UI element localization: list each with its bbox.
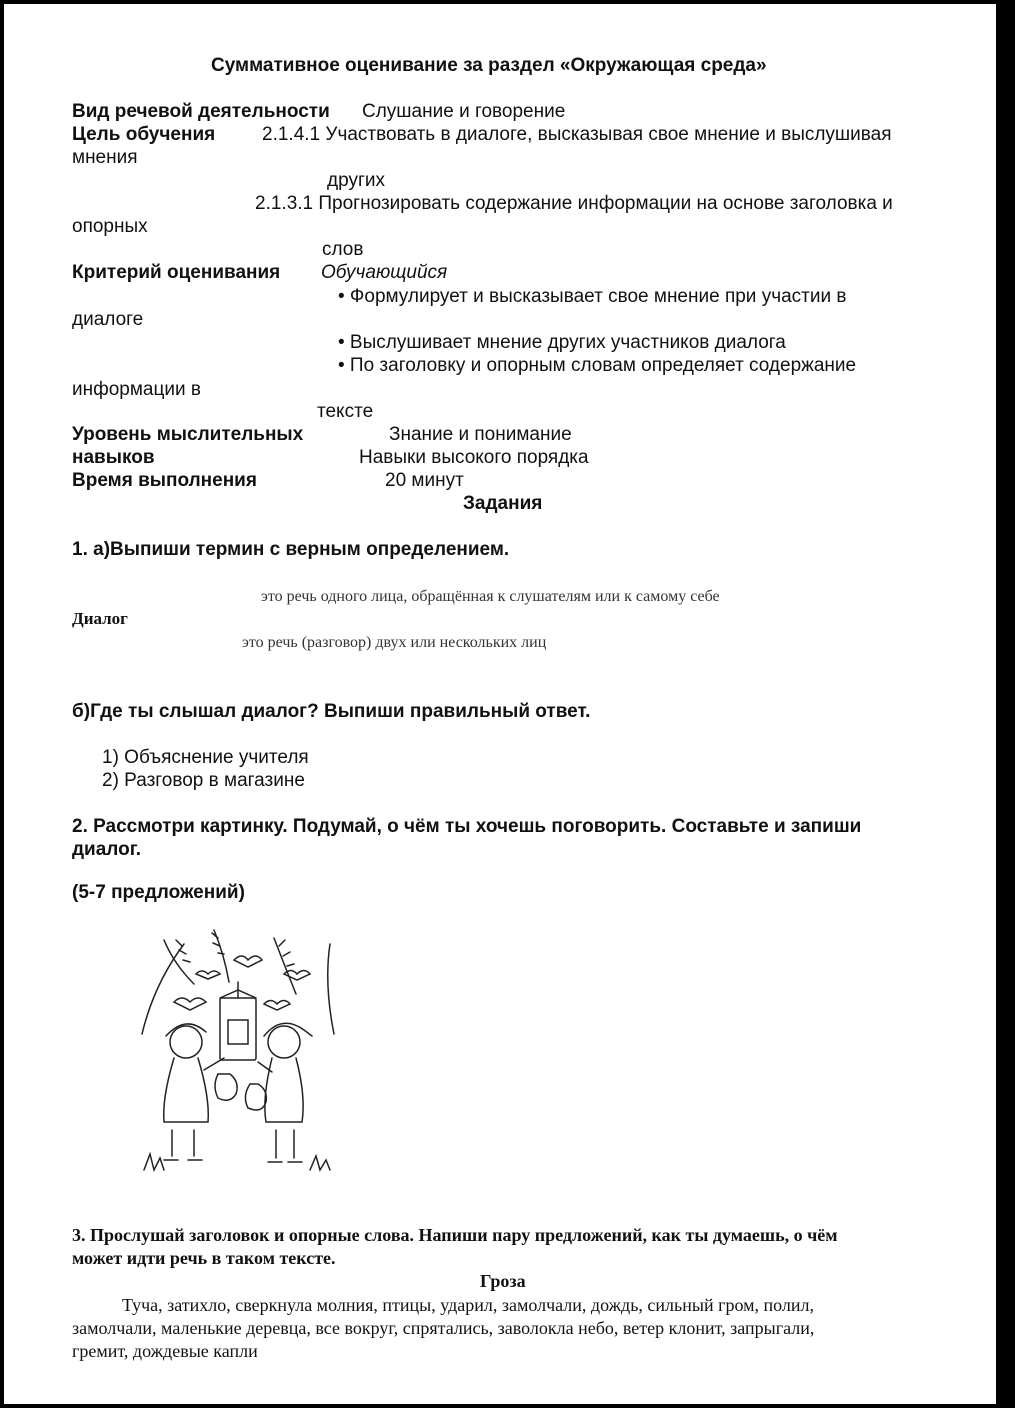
criteria3-line2: информации в (72, 379, 201, 400)
task3-words-line2: замолчали, маленькие деревца, все вокруг, спрятались, заволокла небо, ветер клонит, запрыгали, (72, 1318, 815, 1338)
time-value: 20 минут (385, 470, 464, 491)
document-sheet (4, 4, 996, 1404)
level-value-1: Знание и понимание (389, 424, 572, 445)
criteria-label: Критерий оценивания (72, 262, 281, 283)
task1a-title: 1. а)Выпиши термин с верным определением. (72, 539, 510, 560)
task2-note: (5-7 предложений) (72, 882, 245, 903)
level-value-2: Навыки высокого порядка (359, 447, 589, 468)
goal2-line2: опорных (72, 216, 148, 237)
task3-line2: может идти речь в таком тексте. (72, 1248, 336, 1268)
activity-label: Вид речевой деятельности (72, 101, 330, 122)
goal1-line1: 2.1.4.1 Участвовать в диалоге, высказывая свое мнение и выслушивая (262, 124, 892, 145)
document-title: Суммативное оценивание за раздел «Окружающая среда» (211, 55, 767, 76)
task3-words-line1: Туча, затихло, сверкнула молния, птицы, ударил, замолчали, дождь, сильный гром, полил, (122, 1295, 815, 1315)
activity-value: Слушание и говорение (362, 101, 566, 122)
criteria2: • Выслушивает мнение других участников диалога (338, 332, 786, 353)
definition-1: это речь одного лица, обращённая к слушателям или к самому себе (261, 588, 720, 605)
option-1: 1) Объяснение учителя (102, 747, 309, 768)
definition-2: это речь (разговор) двух или нескольких лиц (242, 634, 547, 651)
criteria3-line3: тексте (317, 401, 374, 422)
time-label: Время выполнения (72, 470, 257, 491)
task3-heading: Гроза (480, 1271, 526, 1291)
goal-label: Цель обучения (72, 124, 216, 145)
criteria3-line1: • По заголовку и опорным словам определяет содержание (338, 355, 857, 376)
task2-line1: 2. Рассмотри картинку. Подумай, о чём ты хочешь поговорить. Составьте и запиши (72, 816, 862, 837)
goal1-line2: мнения (72, 147, 138, 168)
level-label-2: навыков (72, 447, 155, 468)
task3-line1: 3. Прослушай заголовок и опорные слова. Напиши пару предложений, как ты думаешь, о чём (72, 1225, 838, 1245)
task3-words-line3: гремит, дождевые капли (72, 1341, 258, 1361)
criteria1-line2: диалоге (72, 309, 144, 330)
task2-line2: диалог. (72, 839, 142, 860)
children-birdhouse-illustration (134, 924, 344, 1176)
tasks-heading: Задания (463, 493, 543, 514)
level-label-1: Уровень мыслительных (72, 424, 304, 445)
goal2-line3: слов (322, 239, 364, 260)
goal2-line1: 2.1.3.1 Прогнозировать содержание информации на основе заголовка и (255, 193, 893, 214)
criteria-intro: Обучающийся (321, 262, 448, 283)
task1b-title: б)Где ты слышал диалог? Выпиши правильный ответ. (72, 701, 591, 722)
criteria1-line1: • Формулирует и высказывает свое мнение при участии в (338, 286, 847, 307)
option-2: 2) Разговор в магазине (102, 770, 305, 791)
term-dialog: Диалог (72, 609, 128, 628)
goal1-line3: других (327, 170, 385, 191)
